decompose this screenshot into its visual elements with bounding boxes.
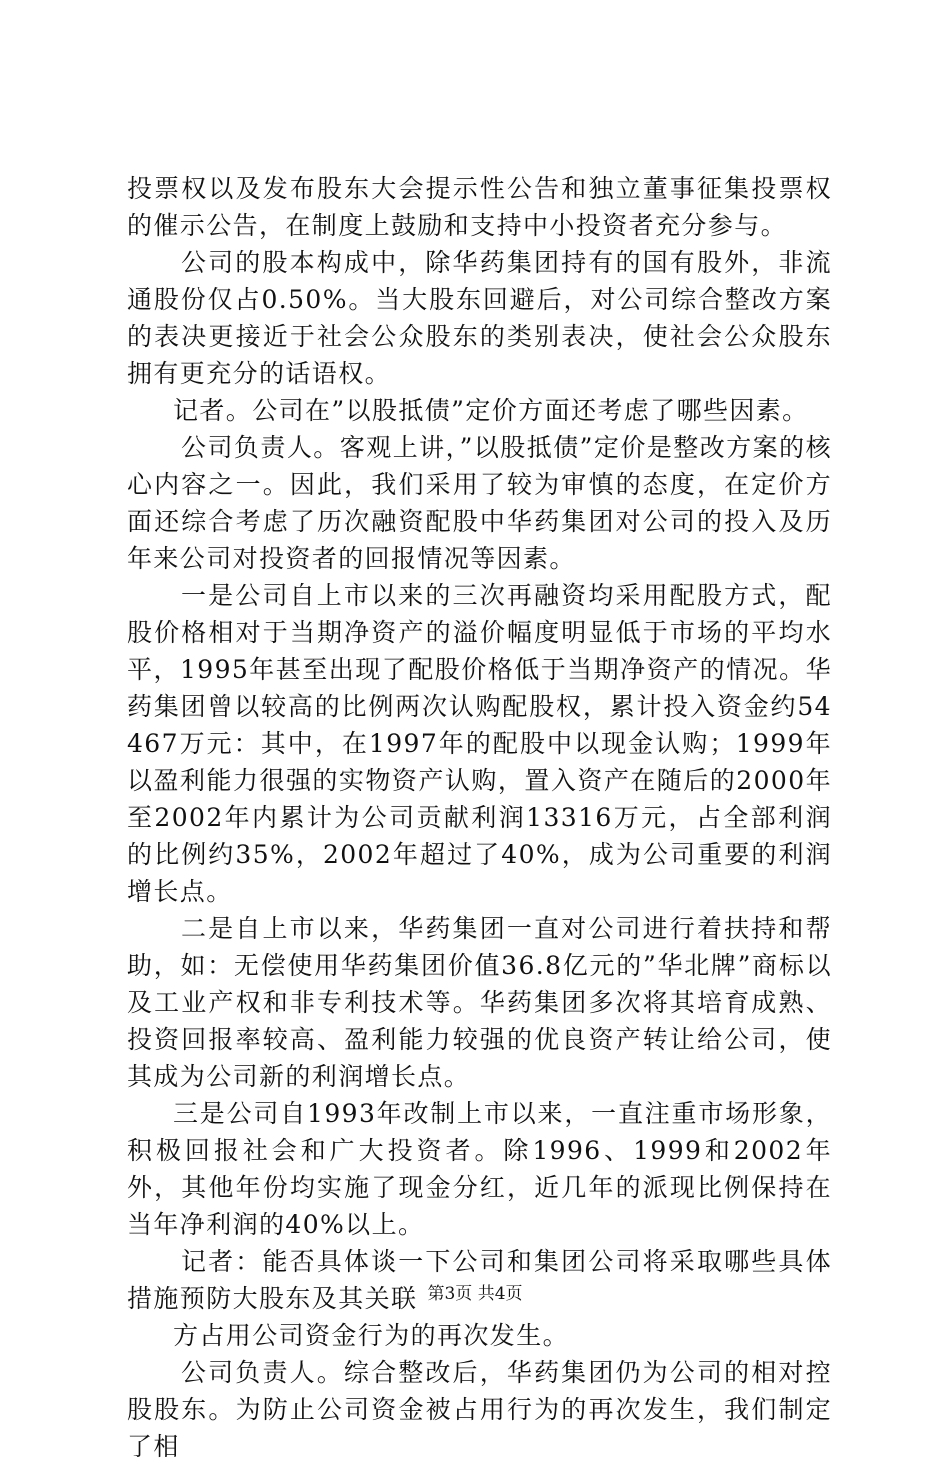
paragraph-10: 公司负责人。综合整改后，华药集团仍为公司的相对控股股东。为防止公司资金被占用行为的再次发生，我们制定了相: [127, 1358, 832, 1461]
paragraph-9: 方占用公司资金行为的再次发生。: [173, 1321, 570, 1350]
paragraph-6: 二是自上市以来，华药集团一直对公司进行着扶持和帮助，如：无偿使用华药集团价值36.8亿元的”华北牌”商标以及工业产权和非专利技术等。华药集团多次将其培育成熟、投资回报率较高、盈利能力较强的优良资产转让给公司，使其成为公司新的利润增长点。: [127, 914, 832, 1091]
page-footer: 第3页 共4页: [427, 1284, 523, 1304]
paragraph-4: 公司负责人。客观上讲，”以股抵债”定价是整改方案的核心内容之一。因此，我们采用了较为审慎的态度，在定价方面还综合考虑了历次融资配股中华药集团对公司的投入及历年来公司对投资者的回报情况等因素。: [127, 433, 832, 573]
paragraph-5: 一是公司自上市以来的三次再融资均采用配股方式，配股价格相对于当期净资产的溢价幅度明显低于市场的平均水平，1995年甚至出现了配股价格低于当期净资产的情况。华药集团曾以较高的比例两次认购配股权，累计投入资金约54467万元：其中，在1997年的配股中以现金认购；1999年以盈利能力很强的实物资产认购，置入资产在随后的2000年至2002年内累计为公司贡献利润13316万元，占全部利润的比例约35%，2002年超过了40%，成为公司重要的利润增长点。: [127, 581, 832, 906]
paragraph-7: 三是公司自1993年改制上市以来，一直注重市场形象，积极回报社会和广大投资者。除1996、1999和2002年外，其他年份均实施了现金分红，近几年的派现比例保持在当年净利润的40%以上。: [127, 1099, 832, 1239]
paragraph-2: 公司的股本构成中，除华药集团持有的国有股外，非流通股份仅占0.50%。当大股东回避后，对公司综合整改方案的表决更接近于社会公众股东的类别表决，使社会公众股东拥有更充分的话语权。: [127, 248, 832, 388]
document-body: [127, 170, 832, 1465]
paragraph-1: 投票权以及发布股东大会提示性公告和独立董事征集投票权的催示公告，在制度上鼓励和支持中小投资者充分参与。: [127, 174, 832, 240]
paragraph-3: 记者。公司在”以股抵债”定价方面还考虑了哪些因素。: [173, 396, 809, 425]
paragraph-8: 记者：能否具体谈一下公司和集团公司将采取哪些具体措施预防大股东及其关联: [127, 1247, 832, 1313]
